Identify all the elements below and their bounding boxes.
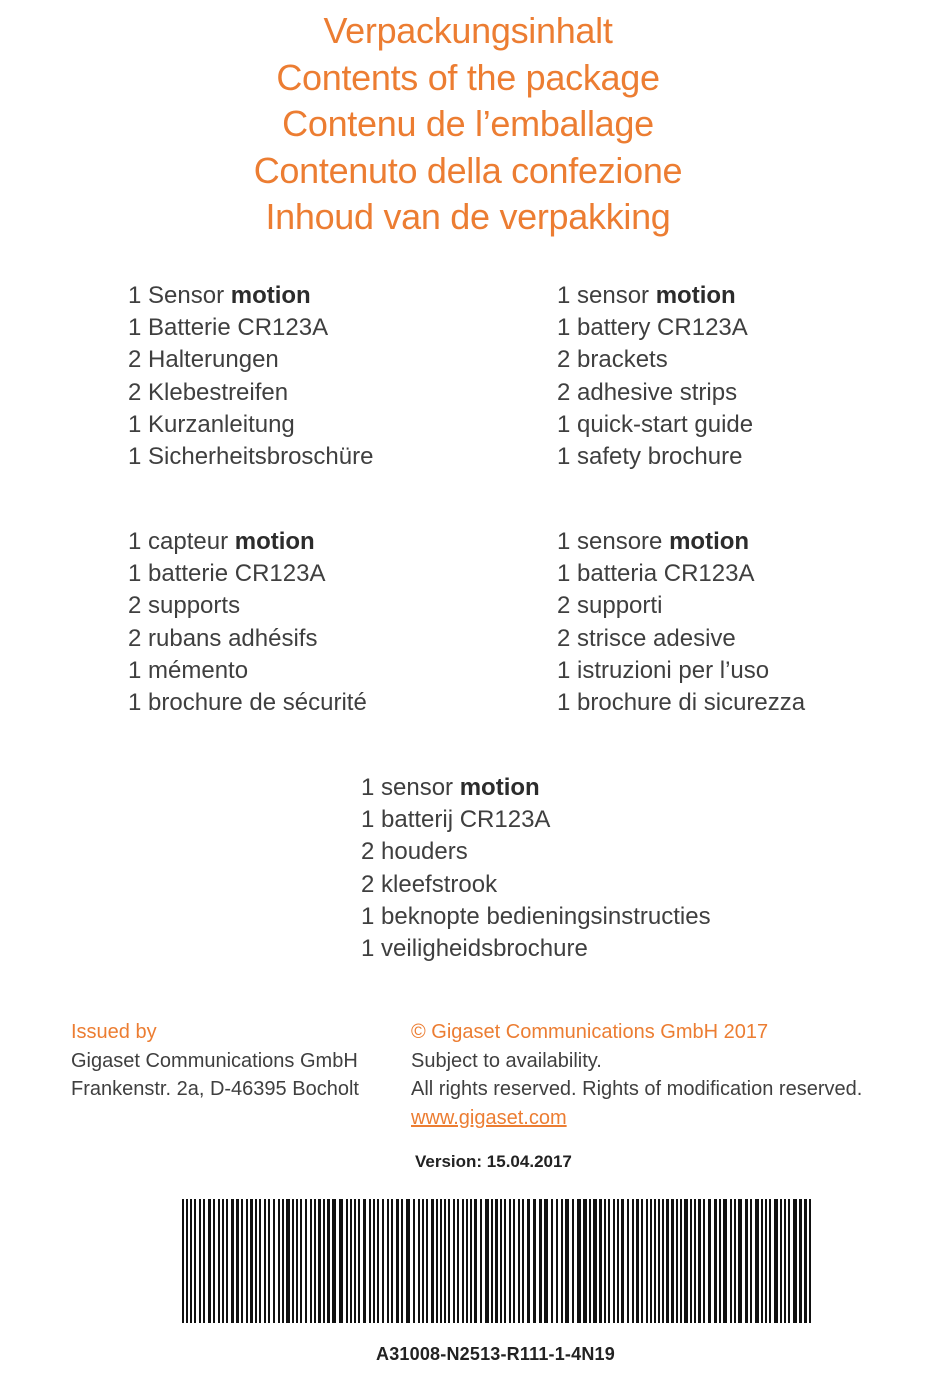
- copyright-block: [411, 1018, 862, 1132]
- list-item: 2 kleefstrook: [361, 870, 498, 898]
- list-item: 1 veiligheidsbrochure: [361, 935, 588, 963]
- product-name: motion: [669, 528, 750, 555]
- product-name: motion: [655, 282, 736, 309]
- barcode-number: A31008-N2513-R111-1-4N19: [376, 1344, 615, 1364]
- contents-list-nl: [361, 772, 711, 965]
- list-item: 2 adhesive strips: [557, 378, 738, 406]
- rights-note: All rights reserved. Rights of modification reserved.: [411, 1078, 863, 1100]
- list-item: 2 rubans adhésifs: [128, 624, 318, 652]
- item-text: 1 sensor: [557, 282, 656, 309]
- list-item: 1 Sicherheitsbroschüre: [128, 443, 374, 471]
- list-item: [361, 772, 711, 804]
- title-en: Contents of the package: [276, 56, 660, 98]
- issued-by-label: Issued by: [71, 1021, 157, 1043]
- title-it: Contenuto della confezione: [253, 149, 683, 191]
- barcode: [180, 1199, 816, 1323]
- list-item: 1 brochure de sécurité: [128, 689, 367, 717]
- version-label: Version: 15.04.2017: [415, 1152, 572, 1171]
- item-text: 1 sensor: [361, 774, 460, 801]
- item-text: 1 sensore: [557, 528, 670, 555]
- list-item: 1 Kurzanleitung: [128, 410, 295, 438]
- list-item: 1 beknopte bedieningsinstructies: [361, 902, 711, 930]
- issuer-name: Gigaset Communications GmbH: [71, 1049, 358, 1072]
- list-item: 1 batterij CR123A: [361, 806, 551, 834]
- title-fr: Contenu de l’emballage: [282, 103, 654, 144]
- title-de: Verpackungsinhalt: [323, 10, 613, 51]
- list-item: 2 supports: [128, 592, 241, 620]
- list-item: 1 batterie CR123A: [128, 560, 326, 588]
- list-item: 1 istruzioni per l’uso: [557, 656, 770, 684]
- issuer-address: Frankenstr. 2a, D-46395 Bocholt: [71, 1078, 359, 1100]
- list-item: [128, 280, 373, 312]
- title-block: [0, 8, 936, 241]
- copyright-notice: © Gigaset Communications GmbH 2017: [411, 1021, 769, 1043]
- list-item: [557, 526, 805, 558]
- product-name: motion: [459, 774, 540, 801]
- website-link[interactable]: www.gigaset.com: [411, 1106, 567, 1129]
- list-item: [557, 280, 753, 312]
- list-item: 1 safety brochure: [557, 443, 743, 471]
- list-item: 1 quick-start guide: [557, 410, 754, 438]
- list-item: 1 mémento: [128, 656, 249, 684]
- list-item: 1 batteria CR123A: [557, 560, 755, 588]
- contents-list-it: [557, 526, 805, 719]
- contents-list-fr: [128, 526, 367, 719]
- list-item: 2 Klebestreifen: [128, 378, 289, 406]
- list-item: 1 Batterie CR123A: [128, 314, 329, 342]
- issuer-block: [71, 1018, 359, 1104]
- list-item: 1 brochure di sicurezza: [557, 689, 806, 717]
- list-item: [128, 526, 367, 558]
- item-text: 1 Sensor: [128, 282, 231, 309]
- product-name: motion: [230, 282, 311, 309]
- list-item: 1 battery CR123A: [557, 314, 748, 342]
- list-item: 2 strisce adesive: [557, 624, 736, 652]
- list-item: 2 houders: [361, 838, 468, 866]
- title-nl: Inhoud van de verpakking: [265, 196, 671, 237]
- contents-list-de: [128, 280, 373, 473]
- list-item: 2 Halterungen: [128, 346, 279, 374]
- item-text: 1 capteur: [128, 528, 235, 555]
- product-name: motion: [234, 528, 315, 555]
- list-item: 2 brackets: [557, 346, 668, 374]
- availability-note: Subject to availability.: [411, 1049, 602, 1072]
- contents-list-en: [557, 280, 753, 473]
- list-item: 2 supporti: [557, 592, 663, 620]
